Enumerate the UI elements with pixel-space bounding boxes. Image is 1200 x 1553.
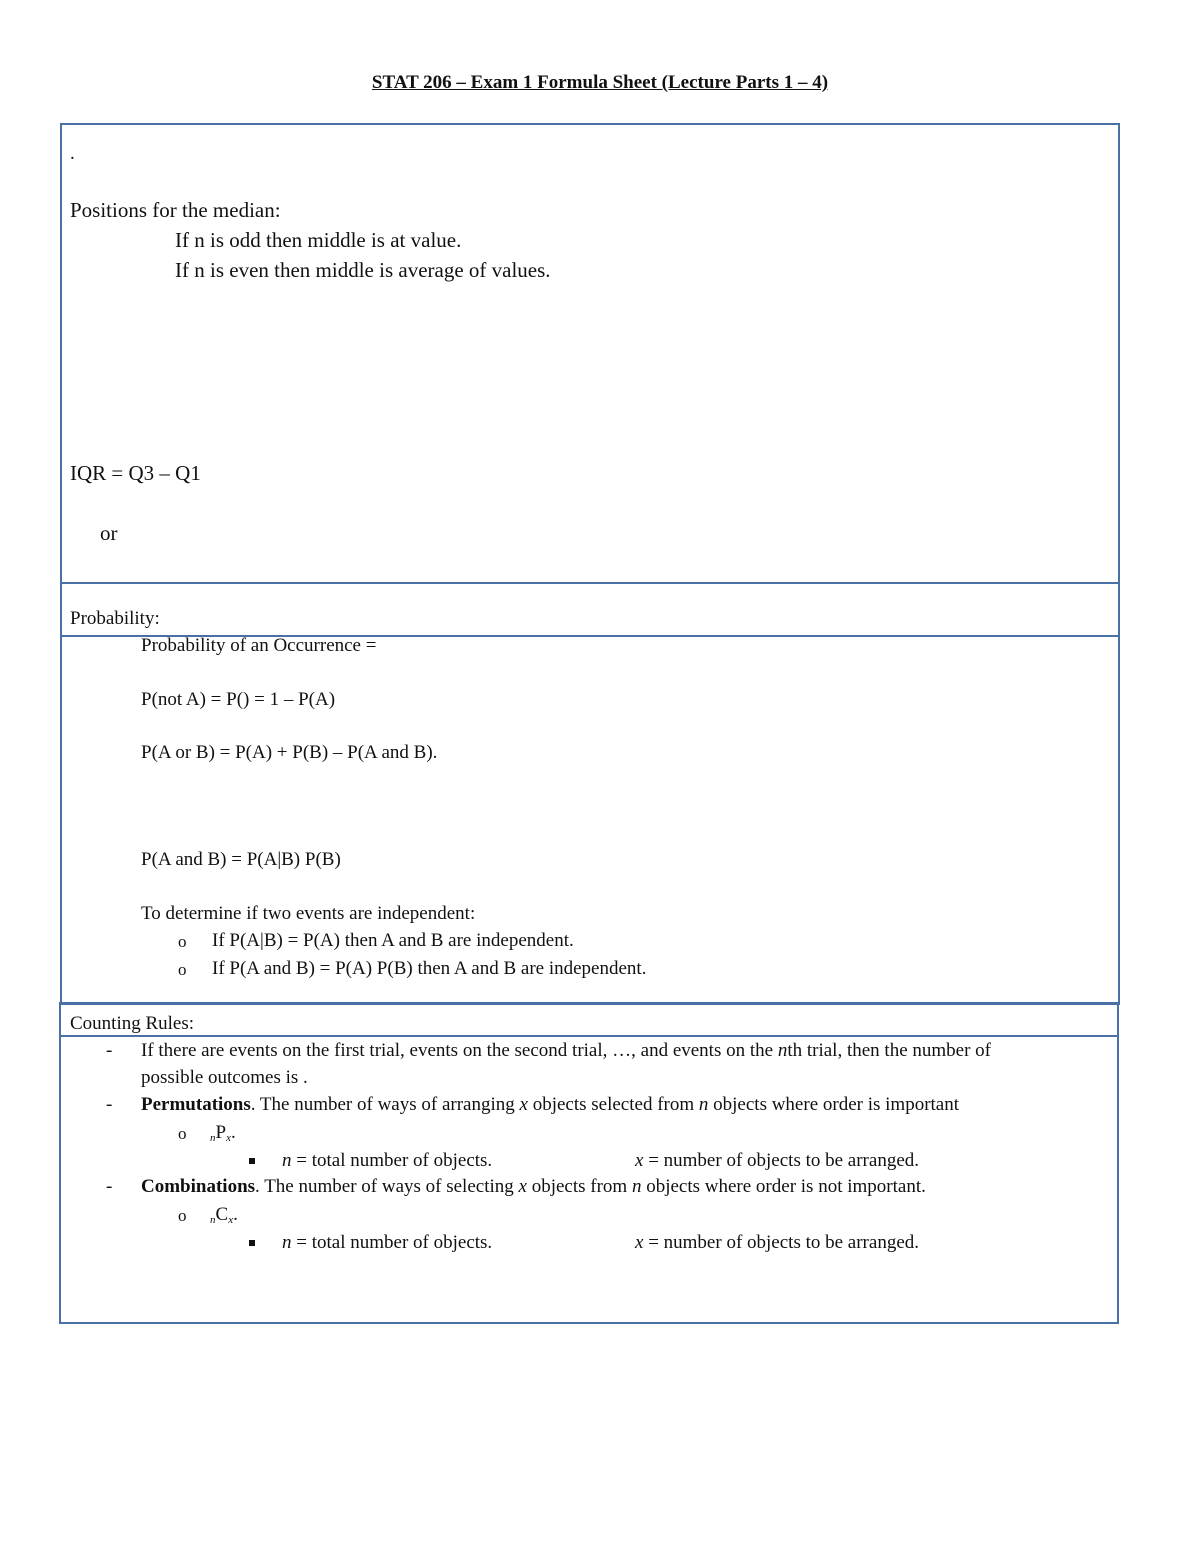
complement-rule: P(not A) = P() = 1 – P(A) (141, 689, 336, 710)
independence-item: If P(A and B) = P(A) P(B) then A and B are independent. (212, 958, 647, 979)
x-variable: x (635, 1150, 644, 1171)
permutation-n-definition (282, 1150, 492, 1172)
n-variable: n (282, 1150, 292, 1171)
n-variable: n (631, 1176, 642, 1197)
median-heading: Positions for the median: (70, 198, 281, 222)
list-dash: - (106, 1176, 113, 1197)
probability-occurrence: Probability of an Occurrence = (141, 635, 377, 656)
rule-text: objects where order is not important. (641, 1176, 926, 1197)
permutations-label: Permutations (141, 1094, 251, 1115)
permutation-x-definition (635, 1150, 919, 1172)
n-variable: n (777, 1040, 788, 1061)
rule-text: th trial, then the number of (787, 1040, 991, 1061)
square-bullet-icon (249, 1240, 255, 1246)
combination-n-definition (282, 1232, 492, 1254)
formula-subscript: x (228, 1214, 234, 1226)
probability-heading-box (60, 582, 1120, 637)
combinations-line (141, 1176, 926, 1198)
independence-heading: To determine if two events are independent: (141, 903, 476, 924)
median-odd: If n is odd then middle is at value. (175, 228, 462, 252)
n-variable: n (698, 1094, 709, 1115)
bullet-marker: o (178, 960, 187, 979)
rule-text: objects selected from (527, 1094, 699, 1115)
formula-subscript: n (210, 1132, 216, 1144)
iqr-formula: IQR = Q3 – Q1 (70, 461, 201, 485)
rule-text: If there are events on the first trial, events on the second trial, …, and events on the (141, 1040, 778, 1061)
square-bullet-icon (249, 1158, 255, 1164)
definition-text: = total number of objects. (291, 1150, 493, 1171)
formula-end: . (233, 1204, 238, 1225)
formula-letter: C (215, 1204, 229, 1225)
bullet-marker: o (178, 1124, 187, 1143)
n-variable: n (282, 1232, 292, 1253)
formula-end: . (230, 1122, 236, 1143)
descriptive-stats-box (60, 123, 1120, 584)
combination-formula (210, 1204, 238, 1226)
x-variable: x (519, 1094, 528, 1115)
multiplication-principle-line2: possible outcomes is . (141, 1067, 308, 1088)
median-even: If n is even then middle is average of values. (175, 258, 551, 282)
independence-item: If P(A|B) = P(A) then A and B are independent. (212, 930, 574, 951)
bullet-marker: o (178, 932, 187, 951)
document-title: STAT 206 – Exam 1 Formula Sheet (Lecture Parts 1 – 4) (371, 72, 829, 93)
multiplication-principle-line1 (141, 1040, 991, 1062)
rule-text: . The number of ways of selecting (255, 1176, 519, 1197)
or-label: or (100, 521, 118, 545)
counting-heading: Counting Rules: (70, 1013, 195, 1034)
stray-dot: . (70, 143, 75, 164)
rule-text: objects where order is important (708, 1094, 960, 1115)
rule-text: objects from (526, 1176, 632, 1197)
rule-text: . The number of ways of arranging (250, 1094, 520, 1115)
permutations-line (141, 1094, 959, 1116)
list-dash: - (106, 1094, 113, 1115)
combination-x-definition (635, 1232, 919, 1254)
definition-text: = number of objects to be arranged. (643, 1150, 920, 1171)
formula-letter: P (215, 1122, 227, 1143)
probability-heading: Probability: (70, 608, 160, 629)
bullet-marker: o (178, 1206, 187, 1225)
formula-subscript: n (210, 1214, 216, 1226)
combinations-label: Combinations (141, 1176, 256, 1197)
x-variable: x (518, 1176, 527, 1197)
multiplication-rule: P(A and B) = P(A|B) P(B) (141, 849, 341, 870)
counting-heading-box (59, 1002, 1119, 1037)
formula-subscript: x (226, 1132, 231, 1144)
x-variable: x (635, 1232, 644, 1253)
addition-rule: P(A or B) = P(A) + P(B) – P(A and B). (141, 742, 438, 763)
definition-text: = total number of objects. (291, 1232, 493, 1253)
definition-text: = number of objects to be arranged. (643, 1232, 920, 1253)
list-dash: - (106, 1040, 113, 1061)
permutation-formula (210, 1122, 236, 1144)
